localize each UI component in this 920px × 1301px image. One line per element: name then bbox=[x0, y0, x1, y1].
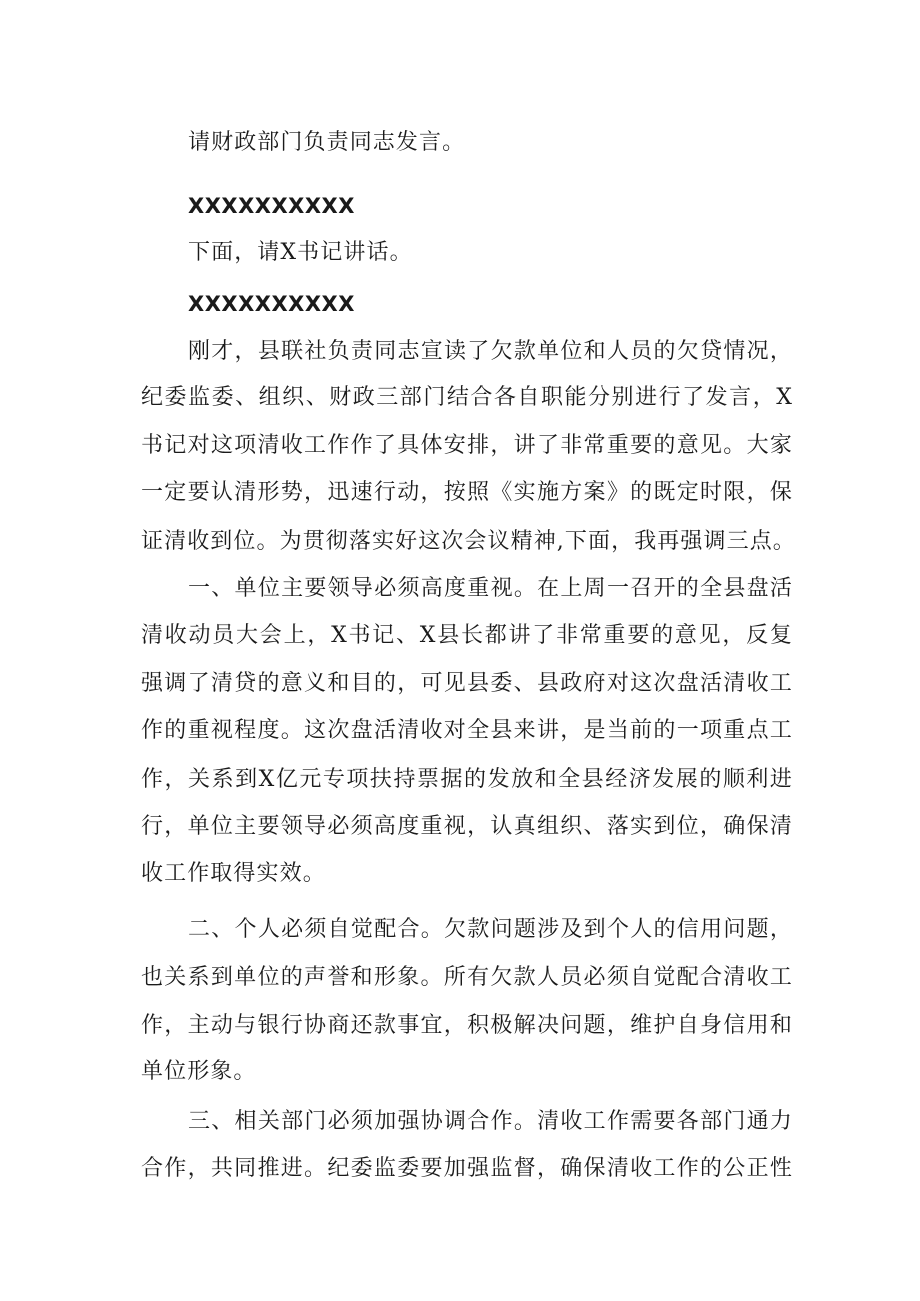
paragraph-line: 合作，共同推进。纪委监委要加强监督，确保清收工作的公正性 bbox=[141, 1156, 793, 1181]
paragraph-line: 清收动员大会上，X书记、X县长都讲了非常重要的意见，反复 bbox=[141, 623, 793, 648]
paragraph-line: 强调了清贷的意义和目的，可见县委、县政府对这次盘活清收工 bbox=[141, 671, 793, 696]
paragraph-line: 二、个人必须自觉配合。欠款问题涉及到个人的信用问题， bbox=[188, 917, 793, 942]
placeholder-marker: XXXXXXXXXX bbox=[188, 292, 355, 316]
paragraph-line: 一、单位主要领导必须高度重视。在上周一召开的全县盘活 bbox=[188, 576, 793, 601]
paragraph-line: 行，单位主要领导必须高度重视，认真组织、落实到位，确保清 bbox=[141, 814, 793, 839]
paragraph-line: 证清收到位。为贯彻落实好这次会议精神,下面，我再强调三点。 bbox=[141, 529, 796, 554]
paragraph-line: 作，关系到X亿元专项扶持票据的发放和全县经济发展的顺利进 bbox=[141, 767, 793, 792]
intro-line: 请财政部门负责同志发言。 bbox=[188, 130, 466, 155]
paragraph-line: 也关系到单位的声誉和形象。所有欠款人员必须自觉配合清收工 bbox=[141, 965, 793, 990]
paragraph-line: 刚才，县联社负责同志宣读了欠款单位和人员的欠贷情况， bbox=[188, 339, 793, 364]
paragraph-line: 一定要认清形势，迅速行动，按照《实施方案》的既定时限，保 bbox=[141, 480, 793, 505]
paragraph-line: 纪委监委、组织、财政三部门结合各自职能分别进行了发言，X bbox=[141, 385, 793, 410]
paragraph-line: 书记对这项清收工作作了具体安排，讲了非常重要的意见。大家 bbox=[141, 433, 793, 458]
paragraph-line: 作的重视程度。这次盘活清收对全县来讲，是当前的一项重点工 bbox=[141, 718, 793, 743]
secretary-speech-line: 下面，请X书记讲话。 bbox=[188, 240, 413, 265]
paragraph-line: 收工作取得实效。 bbox=[141, 861, 326, 886]
paragraph-line: 单位形象。 bbox=[141, 1059, 257, 1084]
paragraph-line: 三、相关部门必须加强协调合作。清收工作需要各部门通力 bbox=[188, 1109, 793, 1134]
placeholder-marker: XXXXXXXXXX bbox=[188, 194, 355, 218]
paragraph-line: 作，主动与银行协商还款事宜，积极解决问题，维护自身信用和 bbox=[141, 1013, 793, 1038]
